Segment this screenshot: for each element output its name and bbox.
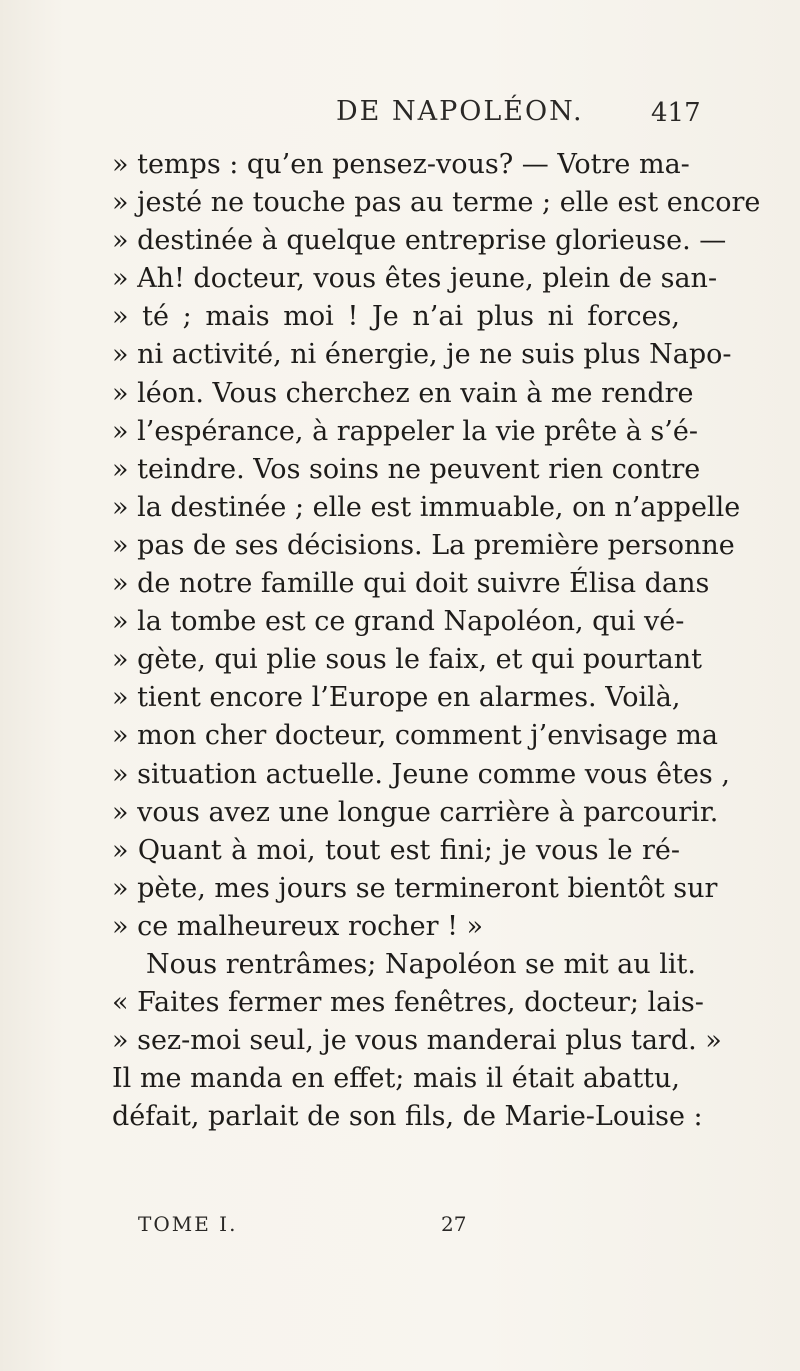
text-line: » Ah! docteur, vous êtes jeune, plein de san- bbox=[112, 263, 718, 295]
page-footer bbox=[0, 1212, 800, 1246]
text-line: » la destinée ; elle est immuable, on n’appelle bbox=[112, 491, 741, 523]
text-line: » l’espérance, à rappeler la vie prête à s’é- bbox=[112, 415, 698, 447]
text-line: » pas de ses décisions. La première personne bbox=[112, 529, 735, 561]
text-line: » sez-moi seul, je vous manderai plus tard. » bbox=[112, 1025, 722, 1057]
signature-mark: 27 bbox=[441, 1212, 467, 1236]
body-text bbox=[112, 146, 761, 1136]
page-header bbox=[0, 96, 800, 132]
text-line: » pète, mes jours se termineront bientôt sur bbox=[112, 872, 718, 904]
text-line: » jesté ne touche pas au terme ; elle est encore bbox=[112, 187, 761, 219]
text-line: » temps : qu’en pensez-vous? — Votre ma- bbox=[112, 149, 690, 180]
page-number: 417 bbox=[651, 98, 701, 128]
text-line: » gète, qui plie sous le faix, et qui pourtant bbox=[112, 644, 702, 676]
text-line: » ni activité, ni énergie, je ne suis plus Napo- bbox=[112, 339, 732, 371]
text-line: » Quant à moi, tout est fini; je vous le ré- bbox=[112, 834, 680, 866]
running-title: DE NAPOLÉON. bbox=[336, 96, 584, 127]
text-line: « Faites fermer mes fenêtres, docteur; lais- bbox=[112, 987, 704, 1019]
text-line: » té ; mais moi ! Je n’ai plus ni forces, bbox=[112, 301, 680, 333]
volume-label: TOME I. bbox=[138, 1212, 238, 1236]
text-line: » mon cher docteur, comment j’envisage ma bbox=[112, 720, 718, 752]
text-line: » léon. Vous cherchez en vain à me rendre bbox=[112, 377, 694, 409]
text-line: » vous avez une longue carrière à parcourir. bbox=[112, 796, 719, 828]
text-line: Il me manda en effet; mais il était abattu, bbox=[112, 1063, 680, 1095]
text-line: » destinée à quelque entreprise glorieuse. — bbox=[112, 225, 727, 257]
text-line: » situation actuelle. Jeune comme vous êtes , bbox=[112, 758, 730, 790]
text-line: Nous rentrâmes; Napoléon se mit au lit. bbox=[146, 948, 696, 980]
text-line: » tient encore l’Europe en alarmes. Voilà, bbox=[112, 682, 681, 714]
text-line: » teindre. Vos soins ne peuvent rien contre bbox=[112, 453, 701, 485]
text-line: défait, parlait de son fils, de Marie-Louise : bbox=[112, 1101, 703, 1133]
text-line: » ce malheureux rocher ! » bbox=[112, 910, 484, 942]
text-line: » de notre famille qui doit suivre Élisa dans bbox=[112, 568, 710, 600]
text-line: » la tombe est ce grand Napoléon, qui vé- bbox=[112, 606, 685, 638]
